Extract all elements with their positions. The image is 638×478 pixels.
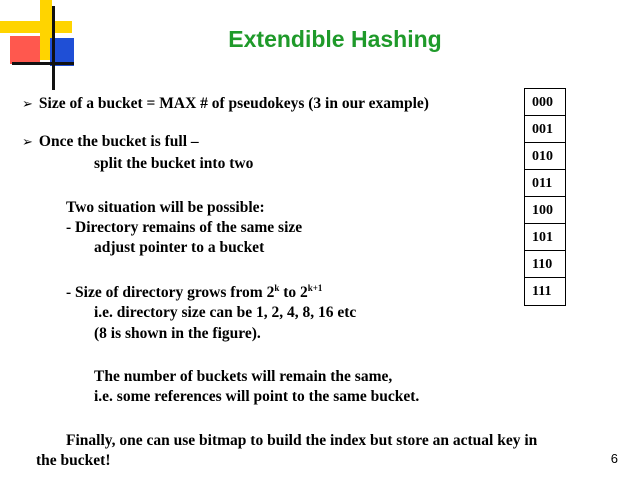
final-note-1: Finally, one can use bitmap to build the index but store an actual key in bbox=[66, 432, 538, 449]
slide-title: Extendible Hashing bbox=[228, 26, 442, 52]
bullet-bucket-full bbox=[22, 133, 199, 152]
directory-cell: 100 bbox=[525, 197, 565, 224]
buckets-note-2: i.e. some references will point to the same bucket. bbox=[94, 388, 420, 405]
exponent-k: k bbox=[274, 283, 280, 293]
bullet-bucket-size bbox=[22, 95, 429, 114]
situation-two-detail-1: i.e. directory size can be 1, 2, 4, 8, 16 etc bbox=[94, 304, 357, 321]
arrow-bullet-icon: ➢ bbox=[22, 97, 33, 112]
exponent-k-plus-1: k+1 bbox=[307, 283, 323, 293]
situation-one: - Directory remains of the same size bbox=[66, 219, 303, 236]
situation-two-detail-2: (8 is shown in the figure). bbox=[94, 325, 261, 342]
bullet-sub-text: split the bucket into two bbox=[94, 155, 254, 172]
decor-black-vertical-line bbox=[52, 6, 55, 90]
situation-two bbox=[66, 284, 322, 302]
directory-cell: 111 bbox=[532, 284, 552, 299]
situation-two-text: - Size of directory grows from 2 bbox=[66, 284, 275, 301]
buckets-note-1: The number of buckets will remain the same, bbox=[94, 368, 393, 385]
situation-one-detail: adjust pointer to a bucket bbox=[94, 239, 265, 256]
situation-two-text-mid: to 2 bbox=[279, 284, 308, 301]
decor-yellow-horizontal bbox=[0, 21, 72, 33]
decor-red-square bbox=[10, 36, 40, 64]
directory-cell: 010 bbox=[525, 143, 565, 170]
directory-cell: 101 bbox=[525, 224, 565, 251]
bullet-text: Size of a bucket = MAX # of pseudokeys (3 in our example) bbox=[38, 95, 429, 112]
directory-cell: 011 bbox=[525, 170, 565, 197]
bullet-text: Once the bucket is full – bbox=[38, 133, 199, 150]
directory-table bbox=[524, 88, 566, 306]
directory-cell: 000 bbox=[525, 89, 565, 116]
final-note-2: the bucket! bbox=[36, 452, 111, 469]
two-situations-heading: Two situation will be possible: bbox=[66, 199, 265, 216]
directory-cell: 001 bbox=[525, 116, 565, 143]
directory-cell: 110 bbox=[525, 251, 565, 278]
arrow-bullet-icon: ➢ bbox=[22, 135, 33, 150]
decor-black-horizontal-line bbox=[12, 62, 74, 65]
page-number: 6 bbox=[610, 451, 618, 466]
